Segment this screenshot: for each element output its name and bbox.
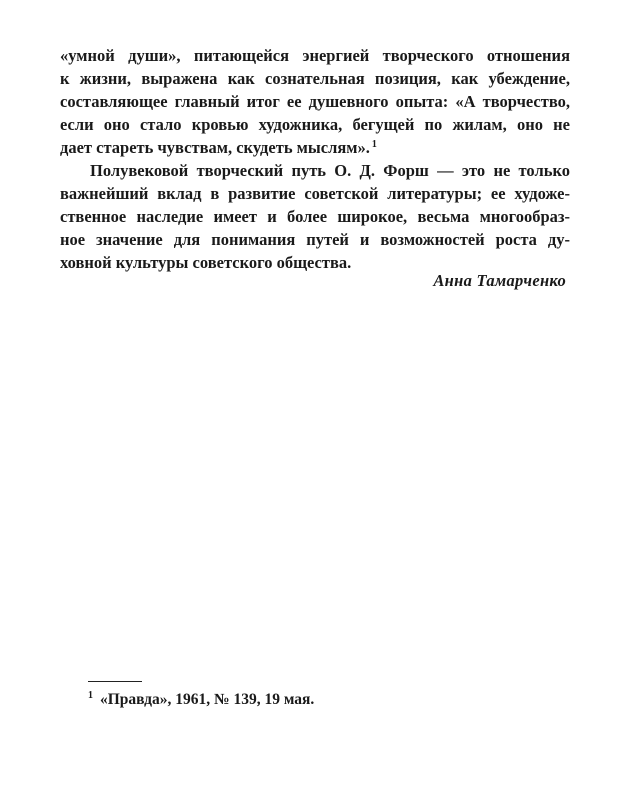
paragraph-2 <box>60 159 570 274</box>
footnote-divider <box>88 681 142 682</box>
footnote <box>88 690 314 710</box>
text-line: если оно стало кровью художника, бегущей по жилам, оно не <box>60 115 570 134</box>
footnote-mark: 1 <box>88 689 93 701</box>
text-line: ственное наследие имеет и более широкое, весьма многообраз- <box>60 207 570 226</box>
footnote-text: «Правда», 1961, № 139, 19 мая. <box>100 691 315 708</box>
text-line: ное значение для понимания путей и возможностей роста ду- <box>60 230 570 249</box>
paragraph-1 <box>60 44 570 159</box>
footnote-reference: 1 <box>371 138 377 150</box>
author-signature: Анна Тамарченко <box>433 271 566 290</box>
text-line <box>60 136 570 159</box>
text-line: Полувековой творческий путь О. Д. Форш — это не только <box>90 161 570 180</box>
text-line: ховной культуры советского общества. <box>60 253 352 272</box>
text-line: составляющее главный итог ее душевного опыта: «А творчество, <box>60 92 570 111</box>
text-line: к жизни, выражена как сознательная позиция, как убеждение, <box>60 69 570 88</box>
body-text <box>60 44 570 274</box>
text-line-content: дает стареть чувствам, скудеть мыслям». <box>60 138 370 157</box>
text-line: важнейший вклад в развитие советской литературы; ее художе- <box>60 184 570 203</box>
text-line: «умной души», питающейся энергией творческого отношения <box>60 46 570 65</box>
